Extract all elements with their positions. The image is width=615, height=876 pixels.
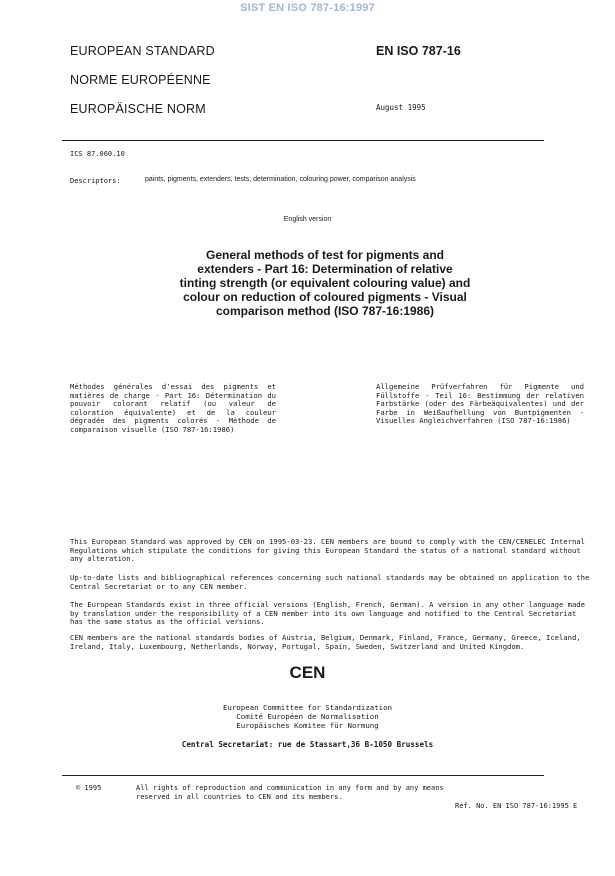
standard-name-en: EUROPEAN STANDARD bbox=[70, 44, 215, 58]
title-line: extenders - Part 16: Determination of relative bbox=[197, 262, 453, 276]
cen-logo: CEN bbox=[289, 663, 326, 682]
ics-code: ICS 87.060.10 bbox=[70, 150, 125, 158]
central-secretariat: Central Secretariat: rue de Stassart,36 B-1050 Brussels bbox=[181, 740, 434, 749]
members-paragraph: CEN members are the national standards bodies of Austria, Belgium, Denmark, Finland, France, Germany, Greece, Iceland, Ireland, Italy, Luxembourg, Netherlands, Norway, Portugal, Spain, Sweden, Switzerland and United Kingdom. bbox=[70, 633, 581, 651]
header-rule bbox=[62, 140, 544, 141]
standard-number: EN ISO 787-16 bbox=[376, 44, 461, 58]
committee-fr: Comité Européen de Normalisation bbox=[236, 712, 379, 721]
title-line: comparison method (ISO 787-16:1986) bbox=[215, 304, 435, 318]
copyright-year: © 1995 bbox=[76, 784, 102, 792]
publication-date: August 1995 bbox=[376, 103, 426, 112]
document-title bbox=[170, 248, 480, 318]
footer-rule bbox=[62, 775, 544, 776]
language-version: English version bbox=[283, 216, 332, 223]
standard-name-fr: NORME EUROPÉENNE bbox=[70, 73, 211, 87]
descriptors-value: paints, pigments, extenders, tests, determination, colouring power, comparison analysis bbox=[145, 176, 416, 183]
references-paragraph: Up-to-date lists and bibliographical references concerning such national standards may be obtained on application to the Central Secretariat or to any CEN member. bbox=[70, 573, 590, 591]
title-german: Allgemeine Prüfverfahren für Pigmente und Füllstoffe - Teil 16: Bestimmung der relativen Farbstärke (oder des Färbeäquivalentes) und der Farbe in Weißaufhellung von Buntpigmenten - Visuelles Angleichverfahren (ISO 787-16:1986) bbox=[376, 382, 584, 426]
title-french: Méthodes générales d'essai des pigments et matières de charge - Part 16: Détermination du pouvoir colorant relatif (ou valeur de coloration équivalente) et de la couleur dégradée des pigments colorés - Méthode de comparaison visuelle (ISO 787-16:1986) bbox=[70, 382, 276, 434]
descriptors-label: Descriptors: bbox=[70, 177, 121, 185]
watermark: SIST EN ISO 787-16:1997 bbox=[240, 2, 375, 14]
title-line: tinting strength (or equivalent colouring value) and bbox=[179, 276, 471, 290]
rights-statement: All rights of reproduction and communication in any form and by any means reserved in all countries to CEN and its members. bbox=[136, 784, 444, 801]
committee-en: European Committee for Standardization bbox=[222, 703, 393, 712]
committee-de: Europäisches Komitee für Normung bbox=[236, 721, 379, 730]
versions-paragraph: The European Standards exist in three official versions (English, French, German). A version in any other language made by translation under the responsibility of a CEN member into its own language and notified to the Central Secretariat has the same status as the official versions. bbox=[70, 600, 585, 627]
standard-name-de: EUROPÄISCHE NORM bbox=[70, 102, 206, 116]
reference-number: Ref. No. EN ISO 787-16:1995 E bbox=[455, 802, 578, 810]
approval-paragraph: This European Standard was approved by CEN on 1995-03-23. CEN members are bound to comply with the CEN/CENELEC Internal Regulations which stipulate the conditions for giving this European Standard the status of a national standard without any alteration. bbox=[70, 537, 585, 564]
title-line: colour on reduction of coloured pigments - Visual bbox=[183, 290, 467, 304]
title-line: General methods of test for pigments and bbox=[205, 248, 445, 262]
